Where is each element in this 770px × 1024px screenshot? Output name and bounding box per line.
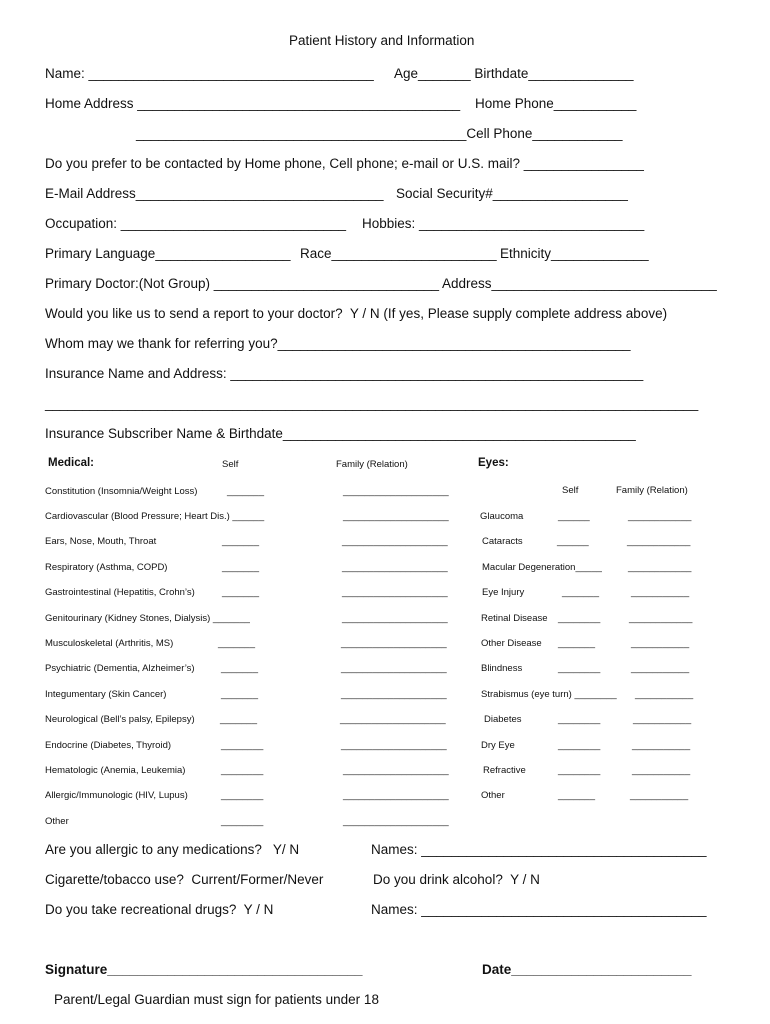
eyes-row-family[interactable]: ___________ (635, 689, 694, 700)
medical-row-family[interactable]: ____________________ (342, 587, 448, 598)
doctor-address-field[interactable]: Address______________________________ (442, 276, 717, 291)
eyes-row-family[interactable]: ___________ (632, 765, 691, 776)
medical-row-family[interactable]: ____________________ (340, 714, 446, 725)
eyes-row-self[interactable]: _______ (558, 790, 595, 801)
medical-row-label[interactable]: Genitourinary (Kidney Stones, Dialysis) _______ (45, 613, 250, 624)
age-birthdate-field[interactable]: Age_______ Birthdate______________ (394, 66, 634, 81)
eyes-row-self[interactable]: ________ (558, 663, 601, 674)
medical-row-self[interactable]: _______ (222, 536, 259, 547)
medical-row-family[interactable]: ____________________ (343, 511, 449, 522)
medical-row-family[interactable]: ____________________ (343, 765, 449, 776)
home-address-field[interactable]: Home Address ___________________________________________ (45, 96, 461, 111)
guardian-note: Parent/Legal Guardian must sign for patients under 18 (54, 992, 379, 1007)
eyes-row-family[interactable]: ____________ (629, 613, 693, 624)
eyes-row-family[interactable]: ___________ (631, 587, 690, 598)
eyes-row-label[interactable]: Macular Degeneration_____ (482, 562, 602, 573)
eyes-row-self[interactable]: ________ (558, 613, 601, 624)
eyes-row-label: Diabetes (484, 714, 522, 725)
report-question[interactable]: Would you like us to send a report to your doctor? Y / N (If yes, Please supply complete address above) (45, 306, 668, 321)
name-field[interactable]: Name: ______________________________________ (45, 66, 374, 81)
allergy-names-field[interactable]: Names: ______________________________________ (371, 842, 707, 857)
ethnicity-field[interactable]: Ethnicity_____________ (500, 246, 649, 261)
eyes-row-label: Retinal Disease (481, 613, 548, 624)
eyes-row-label[interactable]: Strabismus (eye turn) ________ (481, 689, 617, 700)
medical-row-self[interactable]: _______ (218, 638, 255, 649)
subscriber-field[interactable]: Insurance Subscriber Name & Birthdate_______________________________________________ (45, 426, 636, 441)
medical-row-label: Hematologic (Anemia, Leukemia) (45, 765, 186, 776)
referral-field[interactable]: Whom may we thank for referring you?_______________________________________________ (45, 336, 631, 351)
eyes-row-label: Other Disease (481, 638, 542, 649)
eyes-row-family[interactable]: ___________ (631, 663, 690, 674)
eyes-row-self[interactable]: _______ (562, 587, 599, 598)
medical-row-label: Allergic/Immunologic (HIV, Lupus) (45, 790, 188, 801)
eyes-row-label: Blindness (481, 663, 523, 674)
medical-row-label: Endocrine (Diabetes, Thyroid) (45, 740, 172, 751)
tobacco-question[interactable]: Cigarette/tobacco use? Current/Former/Never (45, 872, 324, 887)
medical-row-self[interactable]: ________ (221, 740, 264, 751)
medical-row-label: Respiratory (Asthma, COPD) (45, 562, 168, 573)
medical-row-self[interactable]: _______ (222, 562, 259, 573)
eyes-row-label: Dry Eye (481, 740, 515, 751)
medical-row-label: Psychiatric (Dementia, Alzheimer’s) (45, 663, 195, 674)
medical-row-self[interactable]: _______ (227, 486, 264, 497)
eyes-row-family[interactable]: ____________ (628, 562, 692, 573)
medical-row-family[interactable]: ____________________ (342, 536, 448, 547)
race-field[interactable]: Race______________________ (300, 246, 497, 261)
medical-row-label: Ears, Nose, Mouth, Throat (45, 536, 157, 547)
eyes-row-label: Eye Injury (482, 587, 525, 598)
eyes-row-family[interactable]: ___________ (633, 714, 692, 725)
occupation-field[interactable]: Occupation: ______________________________ (45, 216, 347, 231)
medical-row-label: Musculoskeletal (Arthritis, MS) (45, 638, 174, 649)
insurance-continued-field[interactable]: _______________________________________________________________________________________ (45, 396, 699, 411)
eyes-row-self[interactable]: _______ (558, 638, 595, 649)
signature-field[interactable]: Signature__________________________________ (45, 962, 363, 977)
address-line2-cell-phone-field[interactable]: ____________________________________________Cell Phone____________ (136, 126, 623, 141)
home-phone-field[interactable]: Home Phone___________ (475, 96, 637, 111)
medical-row-label: Other (45, 816, 69, 827)
medical-row-label: Neurological (Bell’s palsy, Epilepsy) (45, 714, 195, 725)
medical-row-label: Constitution (Insomnia/Weight Loss) (45, 486, 198, 497)
eyes-self-header: Self (562, 485, 579, 496)
medical-row-family[interactable]: ____________________ (342, 613, 448, 624)
hobbies-field[interactable]: Hobbies: ______________________________ (362, 216, 645, 231)
medical-row-label: Gastrointestinal (Hepatitis, Crohn’s) (45, 587, 195, 598)
medical-row-self[interactable]: _______ (220, 714, 257, 725)
medical-row-label: Integumentary (Skin Cancer) (45, 689, 167, 700)
medical-family-header: Family (Relation) (336, 459, 408, 470)
insurance-field[interactable]: Insurance Name and Address: _______________________________________________________ (45, 366, 644, 381)
medical-row-self[interactable]: _______ (221, 663, 258, 674)
eyes-row-self[interactable]: ______ (557, 536, 589, 547)
medical-row-family[interactable]: ____________________ (341, 663, 447, 674)
medical-row-self[interactable]: ________ (221, 816, 264, 827)
eyes-row-family[interactable]: ___________ (631, 638, 690, 649)
eyes-row-self[interactable]: ______ (558, 511, 590, 522)
medical-row-self[interactable]: _______ (222, 587, 259, 598)
medical-row-family[interactable]: ____________________ (343, 486, 449, 497)
drugs-question[interactable]: Do you take recreational drugs? Y / N (45, 902, 274, 917)
eyes-row-family[interactable]: ___________ (632, 740, 691, 751)
medical-self-header: Self (222, 459, 239, 470)
eyes-row-label: Other (481, 790, 505, 801)
eyes-row-family[interactable]: ____________ (627, 536, 691, 547)
eyes-row-label: Refractive (483, 765, 526, 776)
page-title: Patient History and Information (289, 33, 475, 48)
eyes-row-family[interactable]: ____________ (628, 511, 692, 522)
medical-row-family[interactable]: ____________________ (343, 816, 449, 827)
medical-header: Medical: (48, 457, 95, 469)
alcohol-question[interactable]: Do you drink alcohol? Y / N (373, 872, 540, 887)
medical-row-family[interactable]: ____________________ (341, 689, 447, 700)
eyes-row-label: Glaucoma (480, 511, 524, 522)
eyes-family-header: Family (Relation) (616, 485, 688, 496)
email-field[interactable]: E-Mail Address_________________________________ (45, 186, 384, 201)
eyes-row-self[interactable]: ________ (558, 714, 601, 725)
ssn-field[interactable]: Social Security#__________________ (396, 186, 628, 201)
medical-row-self[interactable]: ________ (221, 765, 264, 776)
medical-row-family[interactable]: ____________________ (343, 790, 449, 801)
medical-row-family[interactable]: ____________________ (342, 562, 448, 573)
date-field[interactable]: Date________________________ (482, 962, 692, 977)
drug-names-field[interactable]: Names: ______________________________________ (371, 902, 707, 917)
eyes-row-family[interactable]: ___________ (630, 790, 689, 801)
medical-row-self[interactable]: _______ (221, 689, 258, 700)
eyes-row-self[interactable]: ________ (558, 740, 601, 751)
allergy-question[interactable]: Are you allergic to any medications? Y/ N (45, 842, 300, 857)
primary-doctor-field[interactable]: Primary Doctor:(Not Group) ______________________________ (45, 276, 440, 291)
medical-row-family[interactable]: ____________________ (341, 740, 447, 751)
medical-row-label[interactable]: Cardiovascular (Blood Pressure; Heart Dis.) ______ (45, 511, 265, 522)
medical-row-family[interactable]: ____________________ (341, 638, 447, 649)
eyes-row-self[interactable]: ________ (558, 765, 601, 776)
contact-preference-field[interactable]: Do you prefer to be contacted by Home phone, Cell phone; e-mail or U.S. mail? ________________ (45, 156, 644, 171)
eyes-header: Eyes: (478, 457, 509, 469)
medical-row-self[interactable]: ________ (221, 790, 264, 801)
language-field[interactable]: Primary Language__________________ (45, 246, 291, 261)
eyes-row-label: Cataracts (482, 536, 523, 547)
